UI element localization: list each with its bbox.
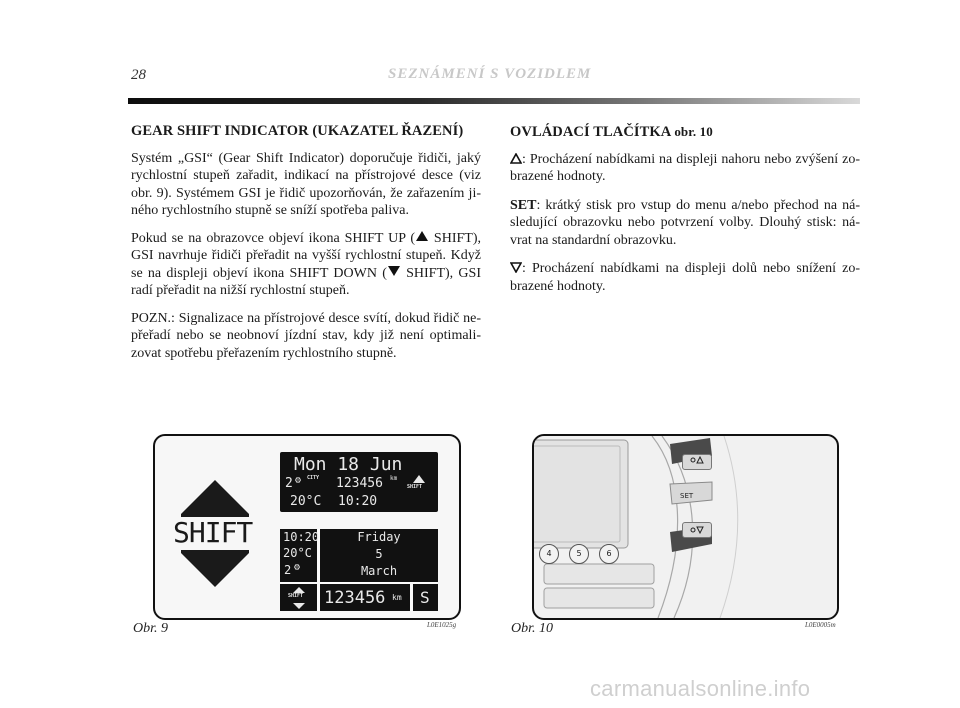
figure-9-caption: Obr. 9 — [133, 621, 169, 636]
controls-heading-text: OVLÁDACÍ TLAČÍTKA — [510, 124, 671, 140]
display-bottom-gear-letter: S — [420, 588, 430, 607]
page-number: 28 — [131, 67, 146, 83]
control-item-up-text: : Procházení nabídkami na displeji nahoru nebo zvýšení zo-brazené hodnoty. — [510, 151, 860, 184]
knob-5[interactable]: 5 — [569, 544, 589, 564]
shift-up-badge-icon — [412, 474, 426, 484]
display-bottom-shift-badge: SHIFT — [288, 593, 304, 599]
gsi-note: POZN.: Signalizace na přístrojové desce svítí, dokud řidič ne-přeřadí nebo se neobnoví jízdní stav, kdy již není optimali-zovat spotřebu přeřazením rychlostního stupně. — [131, 310, 481, 361]
figure-9-code: L0E1025g — [427, 621, 457, 629]
watermark: carmanualsonline.info — [590, 676, 811, 701]
display-bottom-shift-panel — [280, 584, 317, 611]
control-item-up — [510, 151, 860, 186]
right-column — [510, 123, 860, 306]
figure-10-code: L0E0005m — [805, 621, 836, 629]
display-bottom-left-panel — [280, 529, 320, 582]
shift-label: SHIFT — [173, 516, 253, 549]
arrow-up-outline-icon — [510, 153, 522, 164]
button-up[interactable] — [682, 454, 712, 470]
display-bottom-month: March — [360, 564, 398, 578]
display-bottom-weekday: Friday — [357, 530, 401, 544]
button-down[interactable] — [682, 522, 712, 538]
section-heading-controls — [510, 123, 860, 142]
display-top-shift-badge: SHIFT — [407, 484, 423, 490]
display-bottom-odo-panel — [320, 584, 410, 611]
section-heading-gsi: GEAR SHIFT INDICATOR (UKAZATEL ŘAZENÍ) — [131, 123, 464, 139]
display-bottom — [280, 529, 438, 611]
control-item-set-text: : krátký stisk pro vstup do menu a/nebo přechod na ná-sledující obrazovku nebo potvrzení volby. Dlouhý stisk: ná-vrat na standardní obrazovku. — [510, 197, 860, 248]
display-bottom-gear-letter-panel — [413, 584, 438, 611]
figure-10-caption: Obr. 10 — [511, 621, 554, 636]
menu-down-icon — [690, 526, 704, 534]
running-title: SEZNÁMENÍ S VOZIDLEM — [388, 66, 592, 82]
display-top — [280, 452, 438, 512]
control-item-down — [510, 260, 860, 295]
header-rule — [128, 98, 860, 104]
knob-4[interactable]: 4 — [539, 544, 559, 564]
controls-heading-ref: obr. 10 — [674, 124, 713, 139]
button-set[interactable]: SET — [680, 492, 694, 500]
display-top-date: Mon 18 Jun — [294, 454, 403, 475]
display-top-mode: CITY — [307, 475, 320, 481]
control-item-down-text: : Procházení nabídkami na displeji dolů nebo snížení zo-brazené hodnoty. — [510, 261, 860, 294]
left-column — [131, 123, 481, 372]
control-item-set-label: SET — [510, 197, 537, 213]
control-item-set — [510, 197, 860, 250]
shift-down-icon — [388, 266, 400, 276]
display-bottom-temperature: 20°C — [283, 546, 312, 560]
figure-10 — [532, 434, 839, 620]
display-bottom-date-panel — [320, 529, 438, 582]
display-top-gear: 2 — [285, 476, 293, 491]
knob-6[interactable]: 6 — [599, 544, 619, 564]
figure-9 — [153, 434, 461, 620]
display-bottom-odo-unit: km — [392, 593, 402, 602]
display-top-odometer: 123456 — [336, 476, 383, 491]
arrow-down-outline-icon — [510, 262, 522, 273]
display-top-temperature: 20°C — [290, 494, 322, 509]
gsi-paragraph-2-part-a: Pokud se na obrazovce objeví ikona SHIFT UP ( — [131, 230, 416, 246]
display-bottom-day: 5 — [375, 547, 383, 561]
display-bottom-time: 10:20 — [283, 530, 320, 544]
display-bottom-gear: 2 — [284, 563, 292, 577]
gsi-paragraph-2-part-c: SHIFT), GSI radí přeřadit na nižší rychlostní stupeň. — [131, 265, 481, 298]
display-bottom-odometer: 123456 — [324, 588, 386, 608]
display-top-time: 10:20 — [338, 494, 378, 509]
gsi-paragraph-1: Systém „GSI“ (Gear Shift Indicator) doporučuje řidiči, jaký rychlostní stupeň zařadit, indikací na přístrojové desce (viz obr. 9). Systémem GSI je řidič upozorňován, že zařazením ji-ného rychlostního stupně se sníží spotřeba paliva. — [131, 150, 481, 218]
display-top-odo-unit: km — [390, 475, 398, 482]
gear-symbol-icon: ⚙ — [295, 475, 302, 486]
shift-up-icon — [416, 231, 428, 241]
menu-up-icon — [690, 456, 704, 464]
gsi-paragraph-2 — [131, 230, 481, 300]
gsi-paragraph-2-part-b: SHIFT), GSI navrhuje řidiči přeřadit na vyšší rychlostní stupeň. Když se na displeji objeví ikona SHIFT DOWN ( — [131, 230, 481, 281]
display-bottom-gear-icon: ⚙ — [294, 562, 301, 573]
